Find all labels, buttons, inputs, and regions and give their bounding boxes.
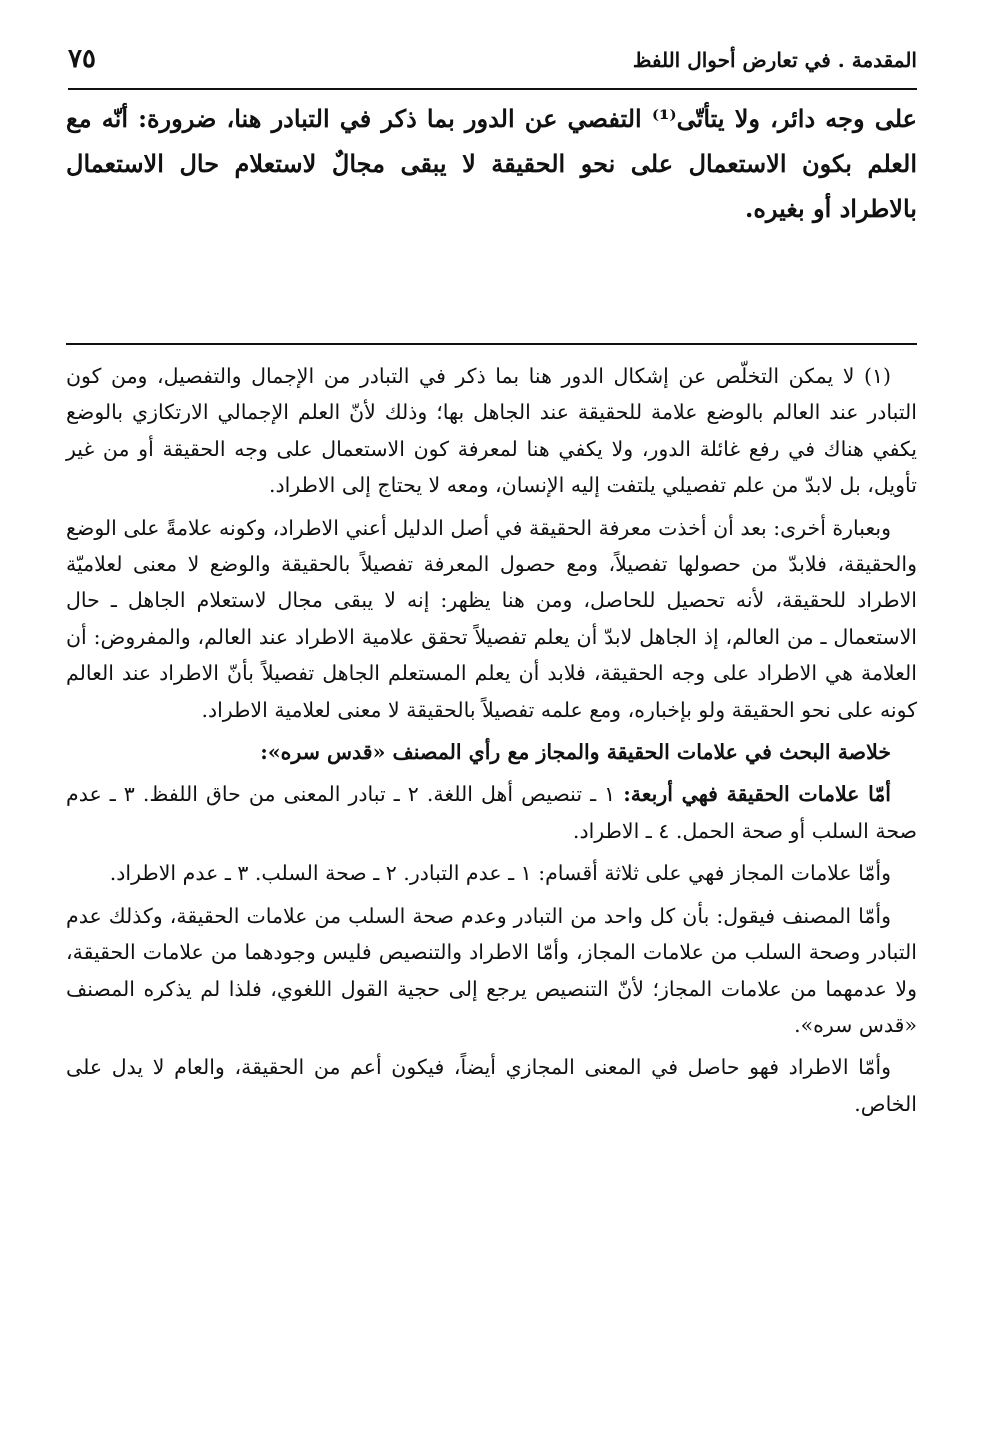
summary-heading: خلاصة البحث في علامات الحقيقة والمجاز مع رأي المصنف «قدس سره»:: [260, 740, 891, 765]
footnote-paragraph: وأمّا الاطراد فهو حاصل في المعنى المجازي أيضاً، فيكون أعم من الحقيقة، والعام لا يدل على الخاص.: [66, 1055, 917, 1116]
paragraph-text: ١ ـ عدم التبادر. ٢ ـ صحة السلب. ٣ ـ عدم الاطراد.: [109, 861, 539, 886]
footnote-paragraph: [66, 855, 917, 891]
main-body-text: على وجه دائر، ولا يتأتّى⁽¹⁾ التفصي عن الدور بما ذكر في التبادر هنا، ضرورة: أنّه مع العلم بكون الاستعمال على نحو الحقيقة لا يبقى مجالٌ لاستعلام حال الاستعمال بالاطراد أو بغيره.: [66, 104, 918, 223]
footnotes-section: [66, 358, 917, 1128]
paragraph-lead: أمّا علامات الحقيقة فهي أربعة:: [623, 782, 891, 807]
footnote-divider: [66, 343, 917, 345]
running-title: المقدمة . في تعارض أحوال اللفظ: [632, 48, 917, 72]
page-header: [68, 44, 917, 80]
page-number: ٧٥: [68, 44, 96, 74]
footnote-paragraph: (١) لا يمكن التخلّص عن إشكال الدور هنا بما ذكر في التبادر من الإجمال والتفصيل، ومن كون التبادر عند العالم بالوضع علامة للحقيقة عند الجاهل بها؛ وذلك لأنّ العلم الإجمالي الارتكازي بالوضع يكفي هناك في رفع غائلة الدور، ولا يكفي هنا لمعرفة كون الاستعمال على وجه الحقيقة أو من غير تأويل، بل لابدّ من علم تفصيلي يلتفت إليه الإنسان، ومعه لا يحتاج إلى الاطراد.: [66, 364, 917, 498]
paragraph-text: ١ ـ تنصيص أهل اللغة. ٢ ـ تبادر المعنى من حاق اللفظ. ٣ ـ عدم صحة السلب أو صحة الحمل. ٤ ـ الاطراد.: [66, 782, 917, 843]
footnote-paragraph: وأمّا المصنف فيقول: بأن كل واحد من التبادر وعدم صحة السلب من علامات الحقيقة، وكذلك عدم التبادر وصحة السلب من علامات المجاز، وأمّا الاطراد والتنصيص فليس وجودهما من علامات الحقيقة، ولا عدمهما من علامات المجاز؛ لأنّ التنصيص يرجع إلى حجية القول اللغوي، فلذا لم يذكره المصنف «قدس سره».: [66, 903, 917, 1037]
footnote-paragraph: [66, 776, 917, 849]
header-divider: [68, 88, 917, 90]
paragraph-lead: وأمّا علامات المجاز فهي على ثلاثة أقسام:: [538, 861, 891, 886]
footnote-paragraph: وبعبارة أخرى: بعد أن أخذت معرفة الحقيقة في أصل الدليل أعني الاطراد، وكونه علامةً على الوضع والحقيقة، فلابدّ من حصولها تفصيلاً، ومع حصول المعرفة تفصيلاً بالحقيقة والوضع لا معنى لعلاميّة الاطراد للحقيقة، لأنه تحصيل للحاصل، ومن هنا يظهر: إنه لا يبقى مجال لاستعلام الجاهل ـ حال الاستعمال ـ من العالم، إذ الجاهل لابدّ أن يعلم تفصيلاً تحقق علامية الاطراد عند العالم، والمفروض: أن العلامة هي الاطراد على وجه الحقيقة، فلابد أن يعلم المستعلم الجاهل تفصيلاً بأنّ الاطراد عند العالم كونه على نحو الحقيقة ولو بإخباره، ومع علمه تفصيلاً بالحقيقة لا معنى لعلامية الاطراد.: [66, 515, 917, 722]
